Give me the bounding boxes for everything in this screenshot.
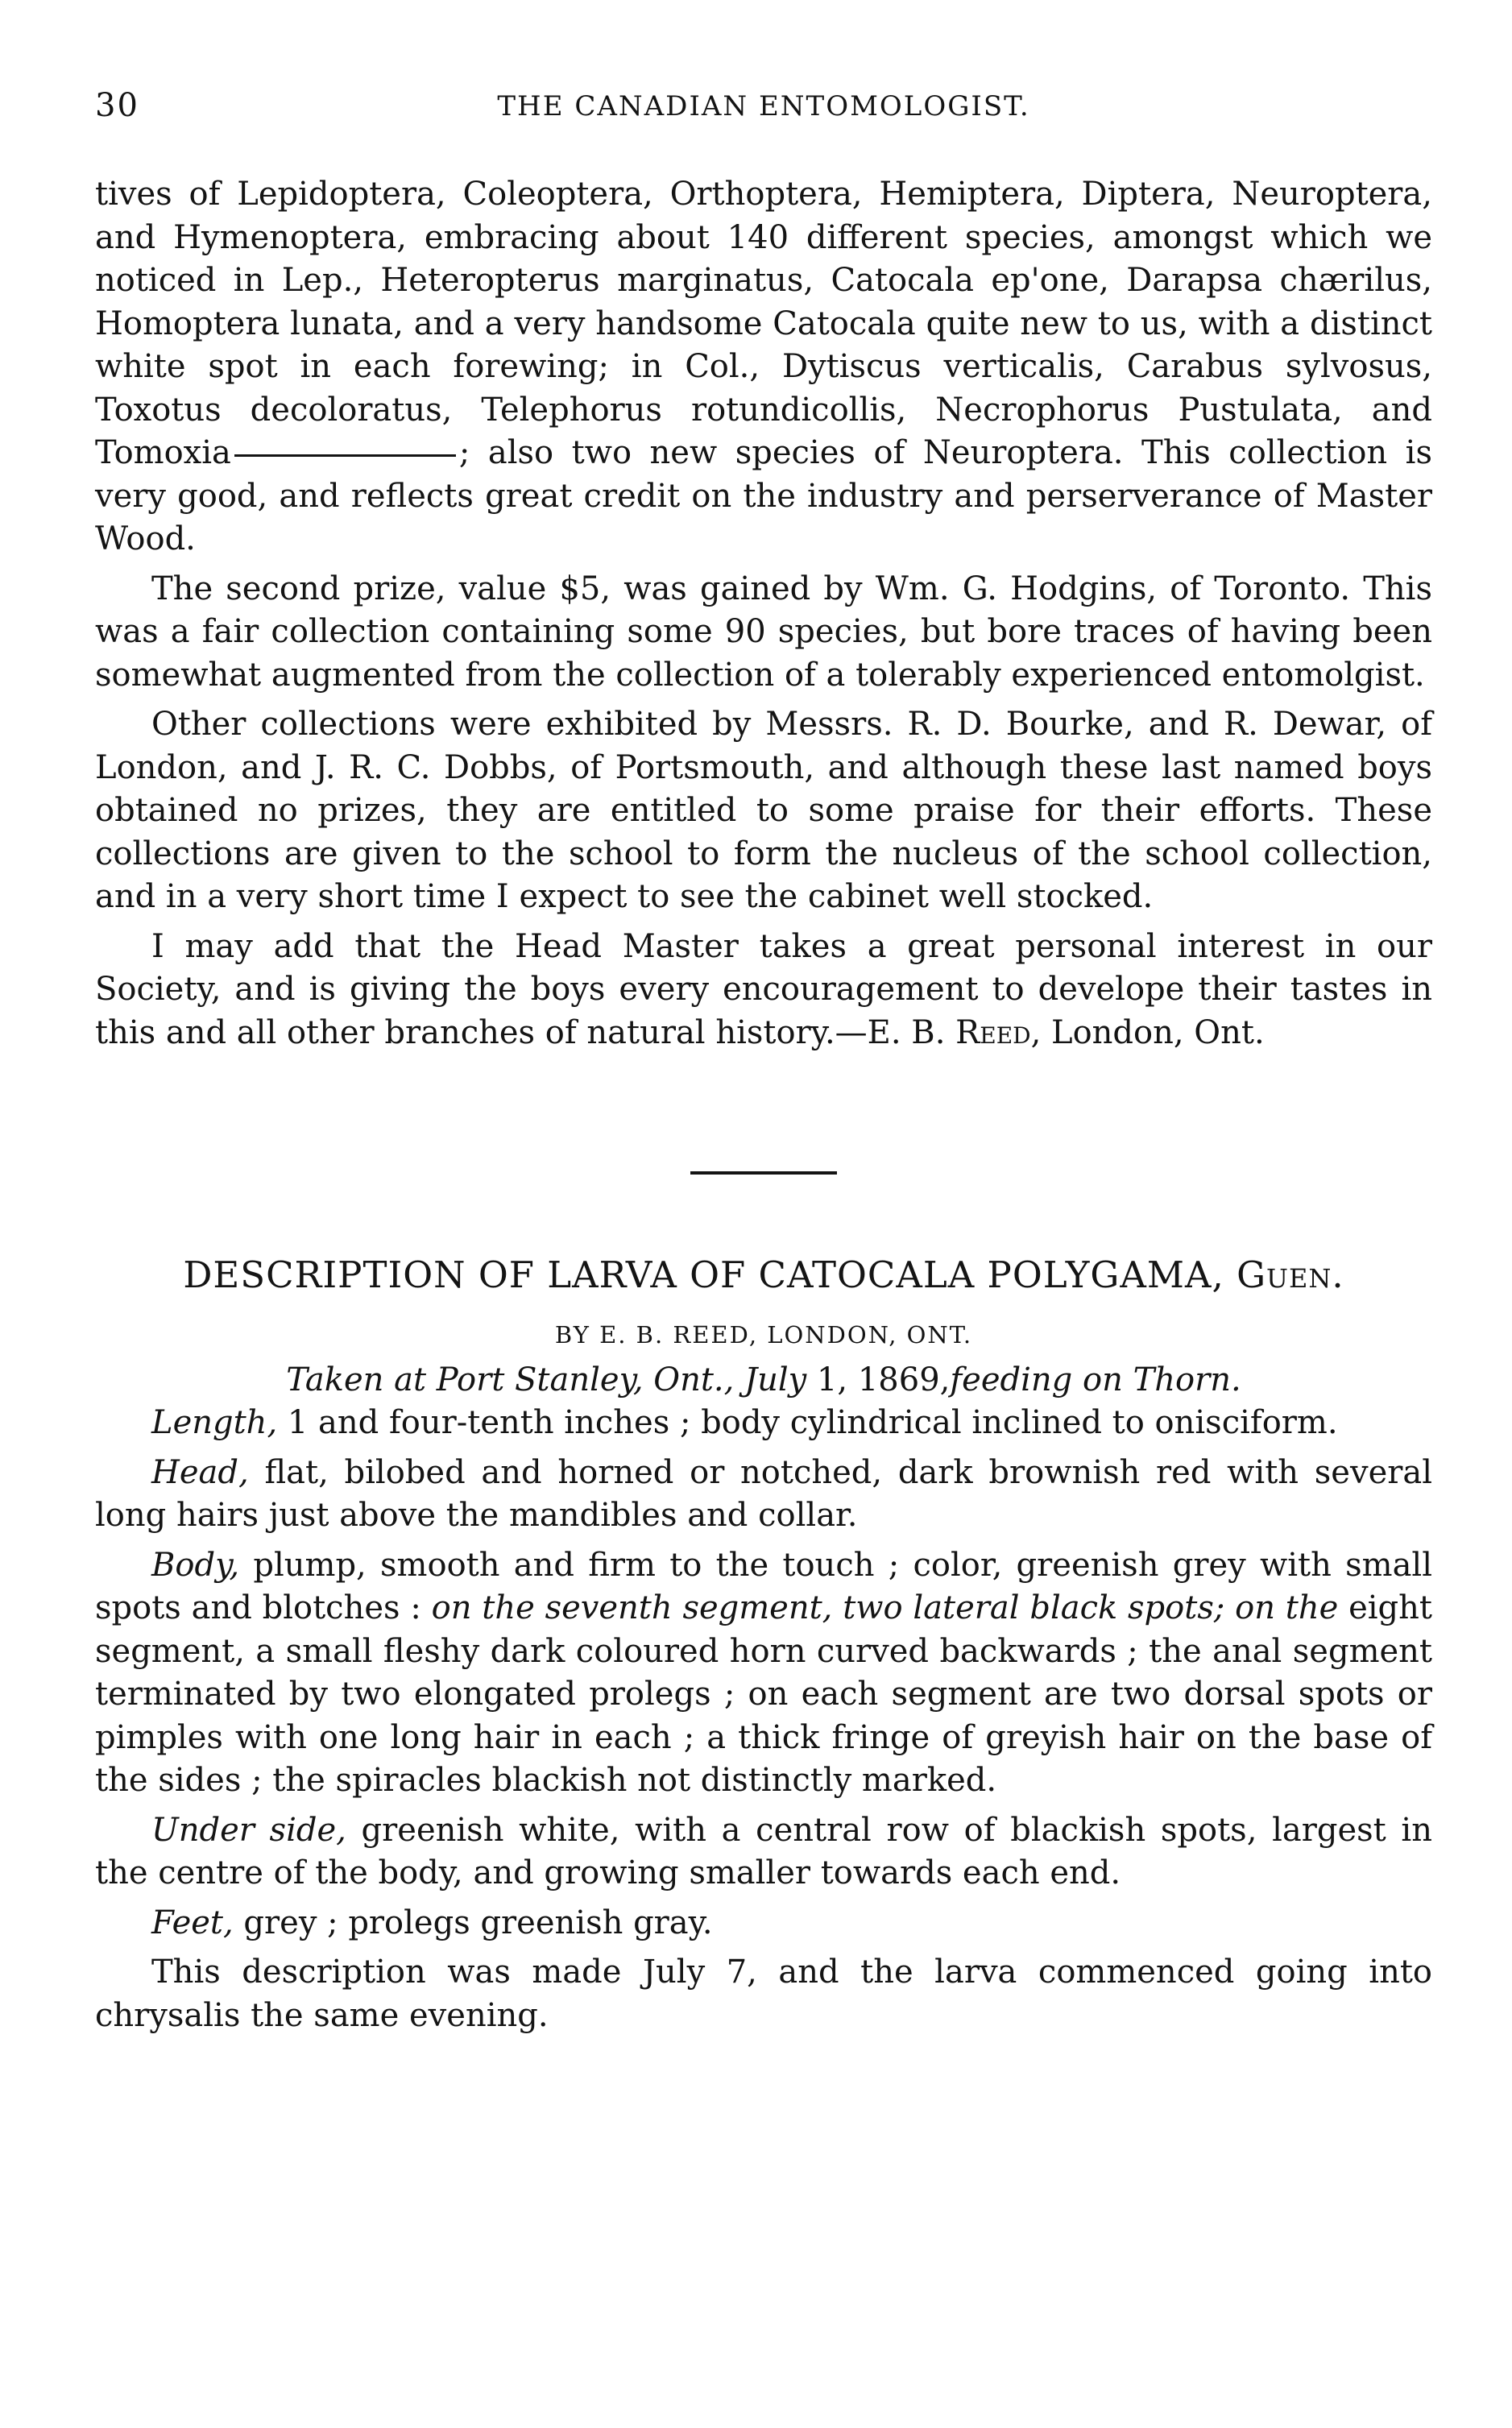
head-term: Head, bbox=[151, 1453, 249, 1491]
collection-note-c: feeding on Thorn. bbox=[950, 1361, 1241, 1398]
length-text: 1 and four-tenth inches ; body cylindrical inclined to onisciform. bbox=[277, 1404, 1338, 1441]
running-head bbox=[95, 87, 1432, 132]
other-collections-paragraph: Other collections were exhibited by Messrs. R. D. Bourke, and R. Dewar, of London, and J. R. C. Dobbs, of Portsmouth, and although these last named boys obtained no prizes, they are entitled to some praise for their efforts. These collections are given to the school to form the nucleus of the school collection, and in a very short time I expect to see the cabinet well stocked. bbox=[95, 706, 1432, 915]
divider-rule bbox=[690, 1171, 837, 1175]
continuation-text: tives of Lepidoptera, Coleoptera, Orthoptera, Hemiptera, Diptera, Neuroptera, and Hymenoptera, embracing about 140 different species, amongst which we noticed in Lep., Heteropterus marginatus, Catocala ep'one, Darapsa chærilus, Homoptera lunata, and a very handsome Catocala quite new to us, with a distinct white spot in each forewing; in Col., Dytiscus verticalis, Carabus sylvosus, Toxotus decoloratus, Telephorus rotundicollis, Necrophorus Pustulata, and Tomoxia bbox=[95, 176, 1432, 471]
feet-term: Feet, bbox=[151, 1904, 234, 1941]
feet-text: grey ; prolegs greenish gray. bbox=[233, 1904, 713, 1941]
under-side-text: greenish white, with a central row of blackish spots, largest in the centre of the body, and growing smaller towards each end. bbox=[95, 1811, 1432, 1891]
section-divider bbox=[95, 1150, 1432, 1193]
body-paragraph bbox=[95, 1544, 1432, 1803]
collection-note-a: Taken at Port Stanley, Ont., July bbox=[286, 1361, 807, 1398]
body-text-b: on the seventh segment, two lateral black spots; on the bbox=[420, 1589, 1339, 1626]
blank-dash bbox=[234, 454, 456, 457]
byline: BY E. B. REED, LONDON, ONT. bbox=[554, 1320, 973, 1349]
author-place: , London, Ont. bbox=[1030, 1013, 1265, 1051]
head-paragraph bbox=[95, 1452, 1432, 1538]
text-column bbox=[95, 173, 1432, 2037]
article-title-author: Guen. bbox=[1237, 1253, 1344, 1296]
head-text: flat, bilobed and horned or notched, dark brownish red with several long hairs just above the mandibles and collar. bbox=[95, 1453, 1432, 1534]
continuation-paragraph bbox=[95, 173, 1432, 561]
continuation-text-tail: ; also two new species of Neuroptera. This collection is very good, and reflects great credit on the industry and perserverance of Master Wood. bbox=[95, 434, 1432, 557]
author-signature: Reed bbox=[955, 1013, 1031, 1051]
body-text-a: plump, smooth and firm to the touch ; color, greenish grey with small spots and blotches : bbox=[95, 1546, 1432, 1626]
second-prize-paragraph: The second prize, value $5, was gained by Wm. G. Hodgins, of Toronto. This was a fair collection containing some 90 species, but bore traces of having been somewhat augmented from the collection of a tolerably experienced entomolgist. bbox=[95, 570, 1432, 694]
under-side-paragraph bbox=[95, 1809, 1432, 1896]
body-text-c: eight segment, a small fleshy dark coloured horn curved backwards ; the anal segment terminated by two elongated prolegs ; on each segment are two dorsal spots or pimples with one long hair in each ; a thick fringe of greyish hair on the base of the sides ; the spiracles blackish not distinctly marked. bbox=[95, 1589, 1432, 1799]
length-term: Length, bbox=[151, 1404, 278, 1441]
head-master-text: I may add that the Head Master takes a great personal interest in our Society, and is giving the boys every encouragement to develope their tastes in this and all other branches of natural history.—E. B. bbox=[95, 927, 1432, 1051]
collection-note bbox=[95, 1359, 1432, 1403]
under-side-term: Under side, bbox=[151, 1811, 346, 1849]
length-paragraph bbox=[95, 1402, 1432, 1445]
collection-note-b: 1, 1869, bbox=[806, 1361, 951, 1398]
article-title-text: DESCRIPTION OF LARVA OF CATOCALA POLYGAMA, bbox=[183, 1253, 1224, 1296]
article-title bbox=[95, 1253, 1432, 1298]
feet-paragraph bbox=[95, 1902, 1432, 1945]
head-master-paragraph bbox=[95, 926, 1432, 1055]
journal-title: THE CANADIAN ENTOMOLOGIST. bbox=[497, 90, 1030, 122]
body-term: Body, bbox=[151, 1546, 240, 1584]
page-number: 30 bbox=[95, 87, 139, 124]
closing-paragraph: This description was made July 7, and the larva commenced going into chrysalis the same evening. bbox=[95, 1954, 1432, 2034]
